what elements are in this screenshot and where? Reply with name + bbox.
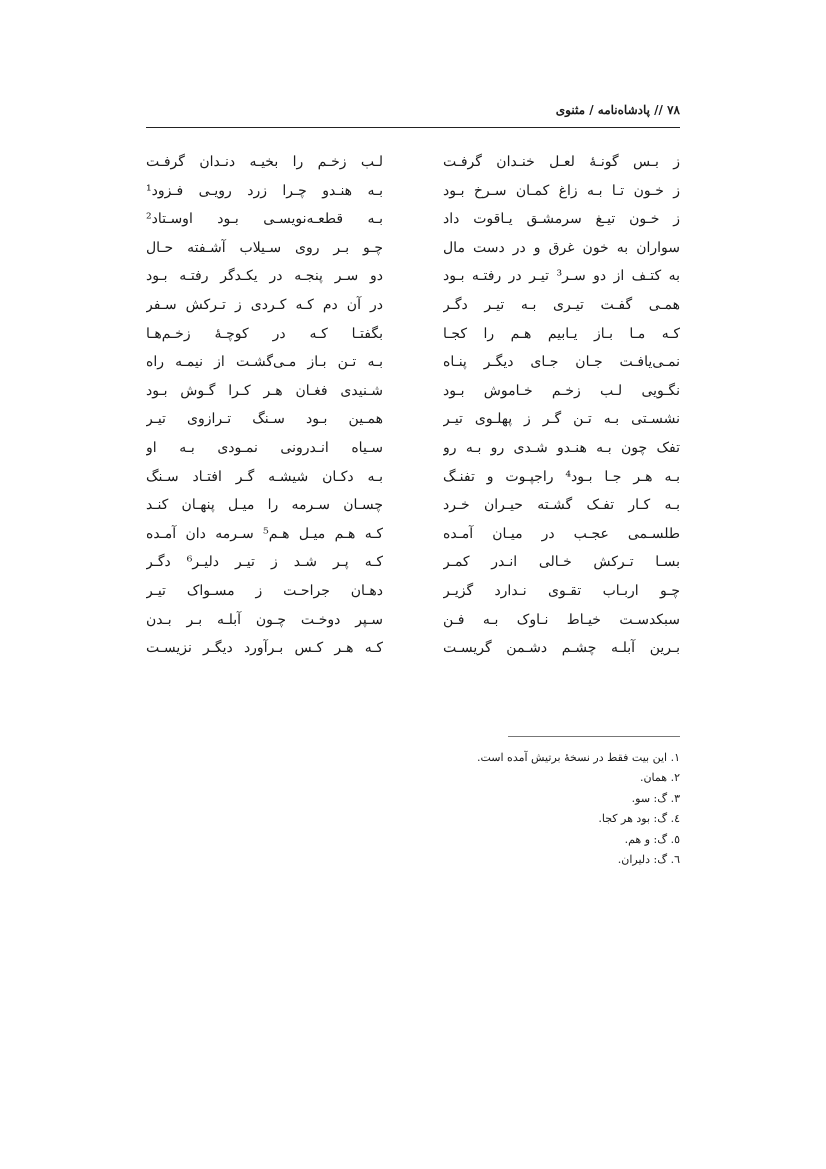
first-hemistich: به کتـف از دو سـر³ تیـر در رفتـه بـود xyxy=(443,268,680,285)
first-hemistich: بـه کـار تفـک گشـته حیـران خـرد xyxy=(443,497,680,514)
second-hemistich: چسـان سـرمه را میـل پنهـان کنـد xyxy=(146,497,383,514)
second-hemistich: کـه هـم میـل هـم⁵ سـرمه دان آمـده xyxy=(146,525,383,542)
couplet xyxy=(146,463,680,492)
first-hemistich: همـی گفـت تیـری بـه تیـر دگـر xyxy=(443,296,680,313)
couplet xyxy=(146,606,680,635)
couplet xyxy=(146,234,680,263)
running-header xyxy=(146,103,680,128)
first-hemistich: بـرین آبلـه چشـم دشـمن گریسـت xyxy=(443,640,680,657)
second-hemistich: چـو بـر روی سـیلاب آشـفته حـال xyxy=(146,239,383,256)
first-hemistich: کـه مـا بـاز یـابیم هـم را کجـا xyxy=(443,325,680,342)
couplet xyxy=(146,177,680,206)
first-hemistich: نشسـتی بـه تـن گـر ز پهلـوی تیـر xyxy=(443,411,680,428)
second-hemistich: بـه تـن بـاز مـی‌گشـت از نیمـه راه xyxy=(146,354,383,371)
second-hemistich: سـپر دوخـت چـون آبلـه بـر بـدن xyxy=(146,611,383,628)
second-hemistich: دو سـر پنجـه در یکـدگر رفتـه بـود xyxy=(146,268,383,285)
footnote: ٦. گ: دلیران. xyxy=(617,853,680,867)
page-number: ۷۸ xyxy=(667,103,680,117)
couplet xyxy=(146,262,680,291)
first-hemistich: ز بـس گونـهٔ لعـل خنـدان گرفـت xyxy=(443,154,680,170)
footnote-divider xyxy=(508,736,680,737)
footnote: ۱. این بیت فقط در نسخهٔ برتیش آمده است. xyxy=(476,751,680,764)
footnote: ٥. گ: و هم. xyxy=(624,832,680,846)
first-hemistich: چـو اربـاب تقـوی نـدارد گزیـر xyxy=(443,582,680,599)
couplet xyxy=(146,491,680,520)
first-hemistich: طلسـمی عجـب در میـان آمـده xyxy=(443,525,680,542)
first-hemistich: نگـویی لـب زخـم خـاموش بـود xyxy=(443,382,680,399)
first-hemistich: تفک چون بـه هنـدو شـدی رو بـه رو xyxy=(443,439,680,456)
second-hemistich: کـه پـر شـد ز تیـر دلیـر⁶ دگـر xyxy=(146,554,383,571)
second-hemistich: شـنیدی فغـان هـر کـرا گـوش بـود xyxy=(146,382,383,399)
couplet xyxy=(146,520,680,549)
second-hemistich: دهـان جراحـت ز مسـواک تیـر xyxy=(146,582,383,599)
first-hemistich: ز خـون تـا بـه زاغ کمـان سـرخ بـود xyxy=(443,182,680,199)
poem-body xyxy=(146,148,680,663)
second-hemistich: بـه هنـدو چـرا زرد رویـی فـزود¹ xyxy=(146,182,383,199)
footnotes xyxy=(146,748,680,870)
footnote: ۲. همان. xyxy=(639,771,680,785)
footnote: ۳. گ: سو. xyxy=(631,791,680,805)
second-hemistich: لـب زخـم را بخیـه دنـدان گرفـت xyxy=(146,154,383,170)
couplet xyxy=(146,634,680,663)
first-hemistich: بسـا تـرکش خـالی انـدر کمـر xyxy=(443,554,680,571)
second-hemistich: بـه قطعـه‌نویسـی بـود اوسـتاد² xyxy=(146,211,383,228)
second-hemistich: کـه هـر کـس بـرآورد دیگـر نزیسـت xyxy=(146,640,383,657)
first-hemistich: سواران به خون غرق و در دست مال xyxy=(443,239,680,256)
couplet xyxy=(146,205,680,234)
first-hemistich: سبکدسـت خیـاط نـاوک بـه فـن xyxy=(443,611,680,628)
couplet xyxy=(146,148,680,177)
header-separator: // xyxy=(654,103,663,117)
footnote: ٤. گ: بود هر کجا. xyxy=(598,812,680,826)
second-hemistich: همـین بـود سـنگ تـرازوی تیـر xyxy=(146,411,383,428)
second-hemistich: بگفتـا کـه در کوچـهٔ زخـم‌هـا xyxy=(146,325,383,342)
couplet xyxy=(146,577,680,606)
couplet xyxy=(146,377,680,406)
couplet xyxy=(146,291,680,320)
first-hemistich: بـه هـر جـا بـود⁴ راجپـوت و تفنـگ xyxy=(443,468,680,485)
couplet xyxy=(146,405,680,434)
header-title: پادشاه‌نامه / مثنوی xyxy=(555,103,650,117)
second-hemistich: در آن دم کـه کـردی ز تـرکش سـفر xyxy=(146,296,383,313)
second-hemistich: بـه دکـان شیشـه گـر افتـاد سـنگ xyxy=(146,468,383,485)
couplet xyxy=(146,348,680,377)
first-hemistich: ز خـون تیـغ سرمشـق یـاقوت داد xyxy=(443,211,680,228)
first-hemistich: نمـی‌یافـت جـان جـای دیگـر پنـاه xyxy=(443,354,680,371)
second-hemistich: سـیاه انـدرونی نمـودی بـه او xyxy=(146,439,383,456)
couplet xyxy=(146,320,680,349)
couplet xyxy=(146,434,680,463)
couplet xyxy=(146,548,680,577)
